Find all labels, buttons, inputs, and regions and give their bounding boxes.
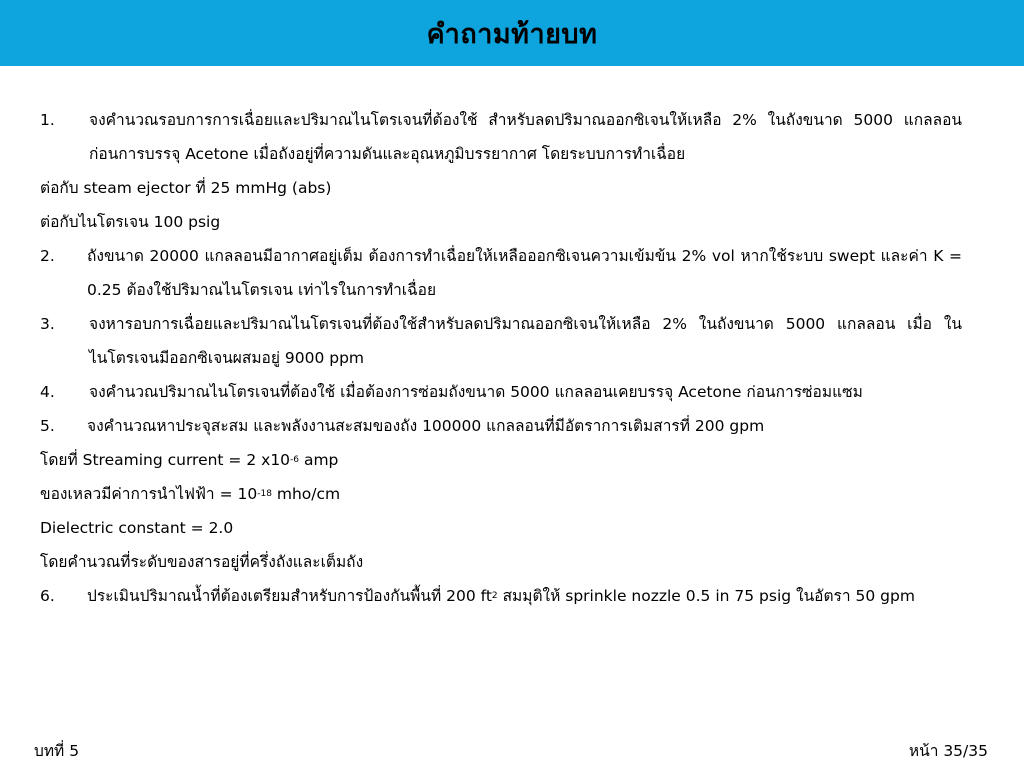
conductivity-unit: mho/cm: [271, 485, 341, 503]
page-number: หน้า 35/35: [908, 742, 988, 760]
area-exponent: 2: [491, 591, 498, 601]
question-number: 5.: [40, 417, 55, 435]
conductivity-exponent: -18: [257, 489, 272, 499]
streaming-current-line: [40, 443, 962, 477]
conductivity-line: [40, 477, 962, 511]
conductivity-text: ของเหลวมีค่าการนำไฟฟ้า = 10: [40, 485, 258, 503]
question-text: ถังขนาด 20000 แกลลอนมีอากาศอยู่เต็ม ต้องการทำเฉื่อยให้เหลือออกซิเจนความเข้มข้น 2% vol หากใช้ระบบ swept และค่า K = 0.25 ต้องใช้ปริมาณไนโตรเจน เท่าไรในการทำเฉื่อย: [87, 247, 962, 299]
question-number: 6.: [40, 587, 55, 605]
question-number: 1.: [40, 111, 55, 129]
question-6: [40, 579, 962, 613]
chapter-label: บทที่ 5: [34, 742, 80, 760]
question-text-suffix: สมมุติให้ sprinkle nozzle 0.5 in 75 psig ในอัตรา 50 gpm: [497, 587, 915, 605]
question-3: [40, 307, 962, 375]
streaming-current-exponent: -6: [290, 455, 300, 465]
question-text: จงคำนวณปริมาณไนโตรเจนที่ต้องใช้ เมื่อต้องการซ่อมถังขนาด 5000 แกลลอนเคยบรรจุ Acetone ก่อนการซ่อมแซม: [89, 383, 863, 401]
question-number: 4.: [40, 383, 55, 401]
question-text-prefix: ประเมินปริมาณน้ำที่ต้องเตรียมสำหรับการป้องกันพื้นที่ 200 ft: [87, 587, 492, 605]
question-list: [40, 103, 962, 613]
question-text: จงคำนวณรอบการการเฉื่อยและปริมาณไนโตรเจนที่ต้องใช้ สำหรับลดปริมาณออกซิเจนให้เหลือ 2% ในถังขนาด 5000 แกลลอนก่อนการบรรจุ Acetone เมื่อถังอยู่ที่ความดันและอุณหภูมิบรรยากาศ โดยระบบการทำเฉื่อย: [89, 111, 962, 163]
streaming-current-unit: amp: [299, 451, 339, 469]
question-number: 3.: [40, 315, 55, 333]
dielectric-line: Dielectric constant = 2.0: [40, 519, 234, 537]
question-1: [40, 103, 962, 171]
calculation-note: โดยคำนวณที่ระดับของสารอยู่ที่ครึ่งถังและเต็มถัง: [40, 553, 364, 571]
streaming-current-text: โดยที่ Streaming current = 2 x10: [40, 451, 291, 469]
question-4: [40, 375, 962, 409]
question-5: [40, 409, 962, 443]
question-1-option-a: ต่อกับ steam ejector ที่ 25 mmHg (abs): [40, 179, 332, 197]
question-text: จงหารอบการเฉื่อยและปริมาณไนโตรเจนที่ต้องใช้สำหรับลดปริมาณออกซิเจนให้เหลือ 2% ในถังขนาด 5000 แกลลอน เมื่อ ในไนโตรเจนมีออกซิเจนผสมอยู่ 9000 ppm: [89, 315, 962, 367]
question-text: จงคำนวณหาประจุสะสม และพลังงานสะสมของถัง 100000 แกลลอนที่มีอัตราการเติมสารที่ 200 gpm: [87, 417, 765, 435]
question-number: 2.: [40, 247, 55, 265]
question-1-option-b: ต่อกับไนโตรเจน 100 psig: [40, 213, 221, 231]
question-2: [40, 239, 962, 307]
slide-title: คำถามท้ายบท: [426, 18, 598, 50]
title-bar: [0, 0, 1024, 66]
